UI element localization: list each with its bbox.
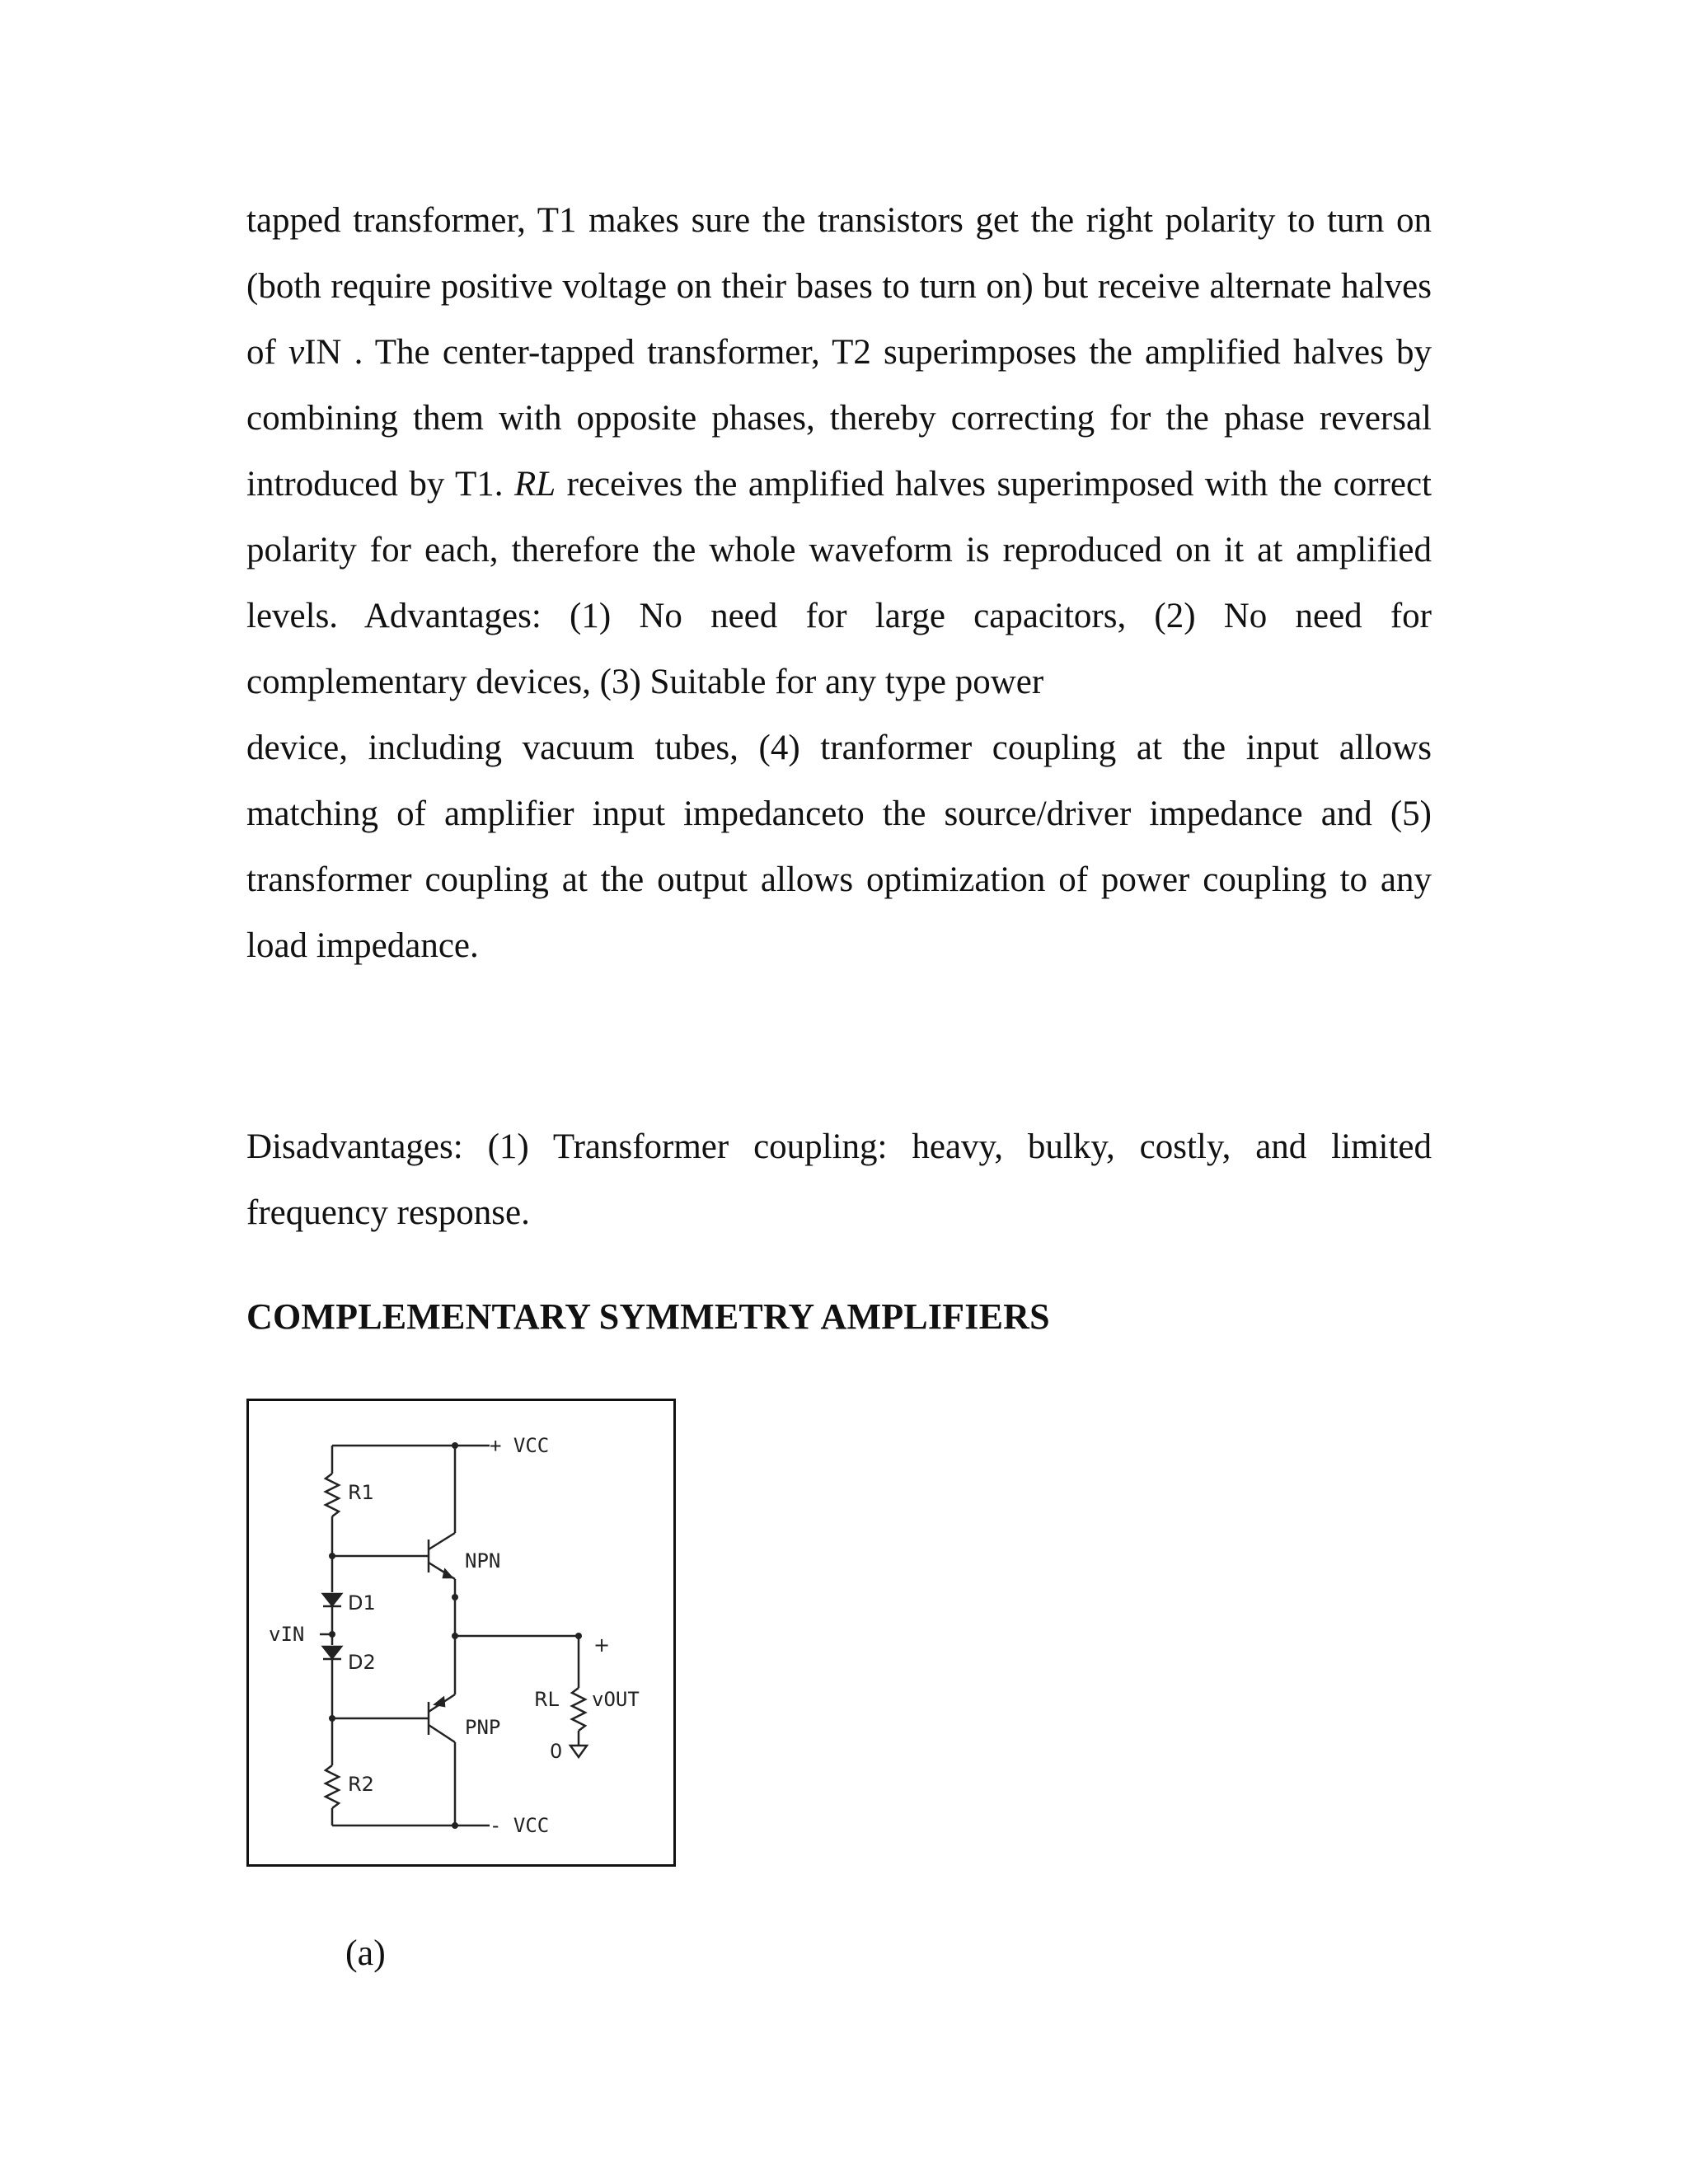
figure-caption: (a) bbox=[345, 1933, 386, 1973]
vout-label: vOUT bbox=[592, 1688, 640, 1711]
pnp-label: PNP bbox=[465, 1716, 501, 1739]
d2-label: D2 bbox=[348, 1651, 376, 1674]
d1-label: D1 bbox=[348, 1591, 376, 1615]
vout-plus-label: + bbox=[593, 1633, 611, 1657]
r1-label: R1 bbox=[348, 1481, 374, 1504]
paragraph-2: device, including vacuum tubes, (4) tranformer coupling at the input allows matching of amplifier input impedanceto the source/driver impedance and (5) transformer coupling at the output allows optimization of power coupling to any load impedance. bbox=[246, 729, 1432, 965]
vcc-positive-label: + VCC bbox=[490, 1434, 550, 1457]
paragraph-1: tapped transformer, T1 makes sure the transistors get the right polarity to turn on (both require positive voltage on their bases to turn on) but receive alternate halves of vIN . The center-tapped transformer, T2 superimposes the amplified halves by combining them with opposite phases, thereby correcting for the phase reversal introduced by T1. RL receives the amplified halves superimposed with the correct polarity for each, therefore the whole waveform is reproduced on it at amplified levels. Advantages: (1) No need for large capacitors, (2) No need for complementary devices, (3) Suitable for any type power bbox=[246, 201, 1432, 701]
complementary-symmetry-circuit bbox=[249, 1401, 673, 1864]
npn-label: NPN bbox=[465, 1549, 501, 1572]
circuit-diagram-figure bbox=[246, 1399, 676, 1867]
paragraph-push-pull-description bbox=[246, 188, 1432, 979]
paragraph-3: Disadvantages: (1) Transformer coupling: heavy, bulky, costly, and limited frequency response. bbox=[246, 1127, 1432, 1232]
vin-label: vIN bbox=[269, 1623, 305, 1646]
section-heading: COMPLEMENTARY SYMMETRY AMPLIFIERS bbox=[246, 1296, 1050, 1337]
r2-label: R2 bbox=[348, 1773, 374, 1796]
vcc-negative-label: - VCC bbox=[490, 1814, 550, 1837]
ground-label: 0 bbox=[550, 1740, 563, 1763]
rl-label: RL bbox=[534, 1688, 560, 1711]
paragraph-disadvantages bbox=[246, 1114, 1432, 1246]
